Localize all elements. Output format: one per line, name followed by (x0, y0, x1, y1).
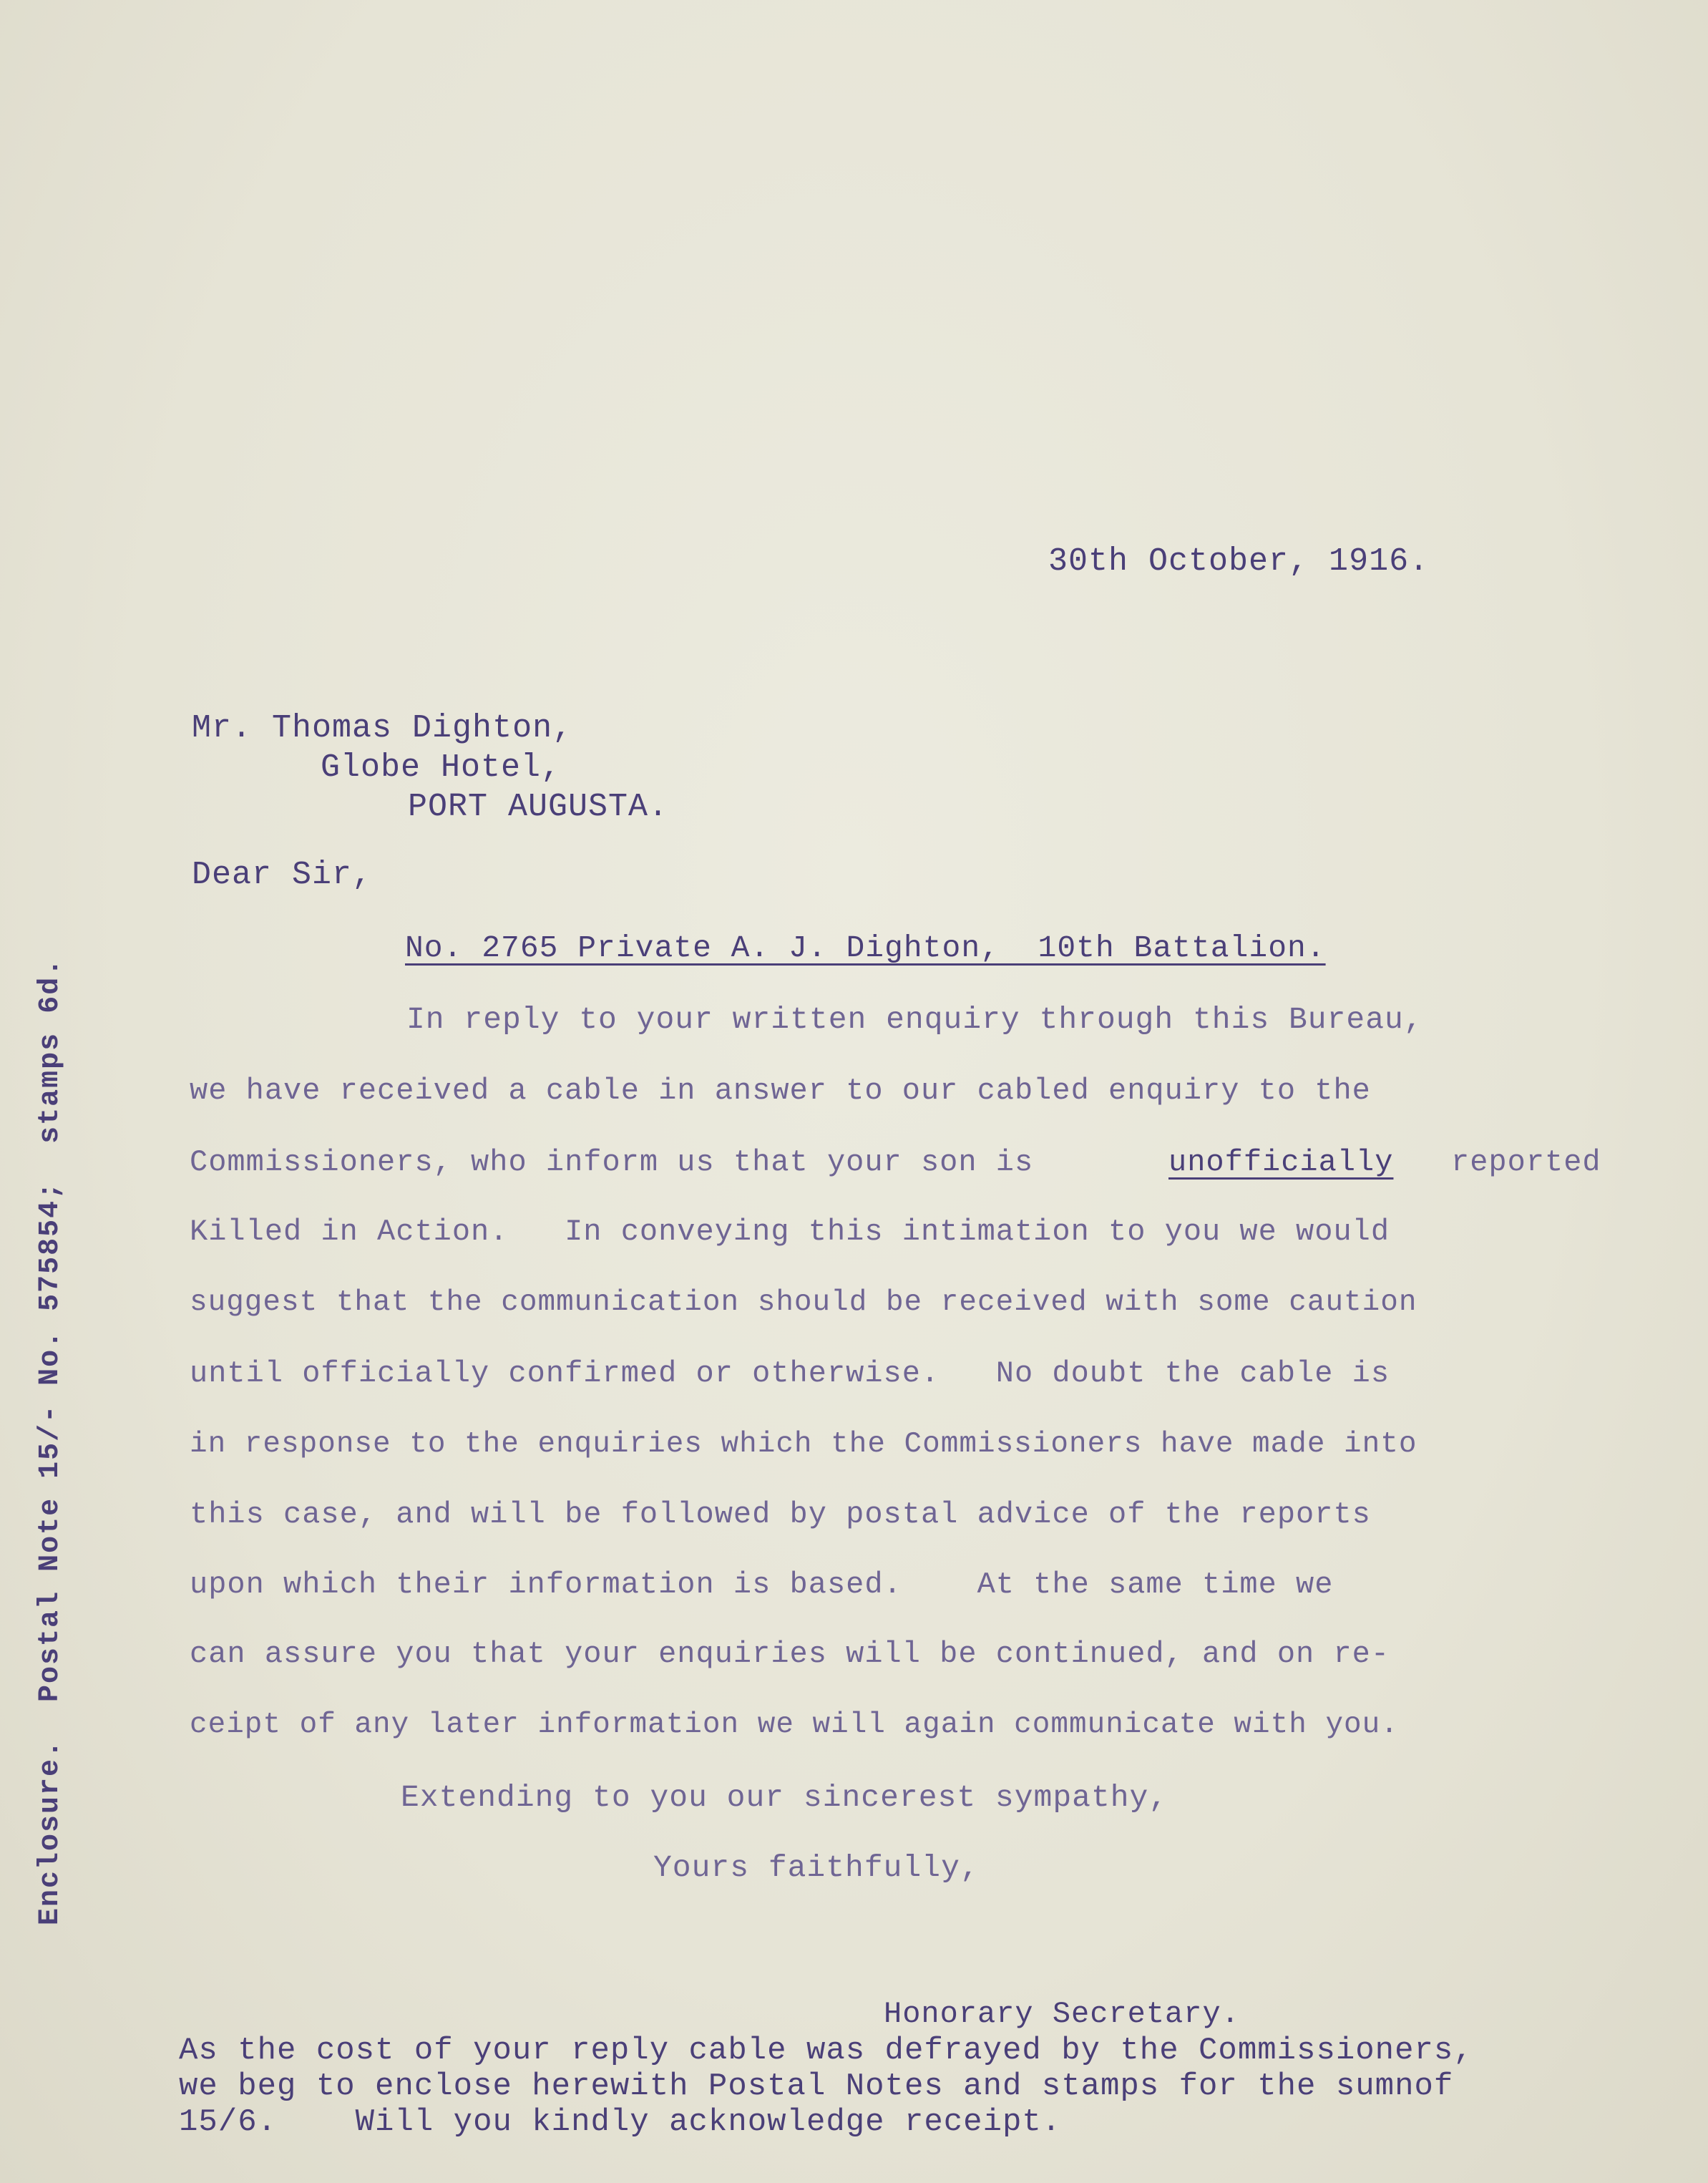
body-line-3a: Commissioners, who inform us that your son is (190, 1145, 1034, 1180)
body-line-3-emphasis: unofficially (1168, 1145, 1394, 1180)
body-line-9: upon which their information is based. At the same time we (190, 1567, 1334, 1602)
address-line-hotel: Globe Hotel, (321, 749, 562, 786)
body-line-11: ceipt of any later information we will again communicate with you. (190, 1708, 1399, 1741)
postscript-line-2: we beg to enclose herewith Postal Notes and stamps for the sumnof (179, 2068, 1454, 2104)
body-line-1: In reply to your written enquiry through this Bureau, (406, 1002, 1423, 1037)
body-line-6: until officially confirmed or otherwise. No doubt the cable is (190, 1356, 1390, 1391)
closing-line: Extending to you our sincerest sympathy, (401, 1780, 1168, 1815)
address-line-name: Mr. Thomas Dighton, (192, 710, 573, 747)
body-line-2: we have received a cable in answer to our cabled enquiry to the (190, 1074, 1371, 1108)
body-line-3b: reported (1451, 1145, 1601, 1180)
postscript-line-3: 15/6. Will you kindly acknowledge receipt. (179, 2104, 1062, 2140)
enclosure-margin-note: Enclosure. Postal Note 15/- No. 575854; stamps 6d. (34, 957, 67, 1925)
body-line-4: Killed in Action. In conveying this intimation to you we would (190, 1215, 1390, 1249)
address-line-town: PORT AUGUSTA. (408, 789, 669, 825)
postscript-line-1: As the cost of your reply cable was defrayed by the Commissioners, (179, 2033, 1473, 2068)
body-line-7: in response to the enquiries which the Commissioners have made into (190, 1428, 1417, 1461)
body-line-8: this case, and will be followed by postal advice of the reports (190, 1497, 1371, 1532)
valediction: Yours faithfully, (653, 1850, 980, 1885)
letter-date: 30th October, 1916. (1048, 543, 1430, 580)
body-line-5: suggest that the communication should be received with some caution (190, 1286, 1417, 1319)
salutation: Dear Sir, (192, 857, 373, 893)
body-line-10: can assure you that your enquiries will be continued, and on re- (190, 1637, 1390, 1671)
letter-subject: No. 2765 Private A. J. Dighton, 10th Battalion. (405, 930, 1326, 966)
signatory-title: Honorary Secretary. (884, 1997, 1240, 2031)
